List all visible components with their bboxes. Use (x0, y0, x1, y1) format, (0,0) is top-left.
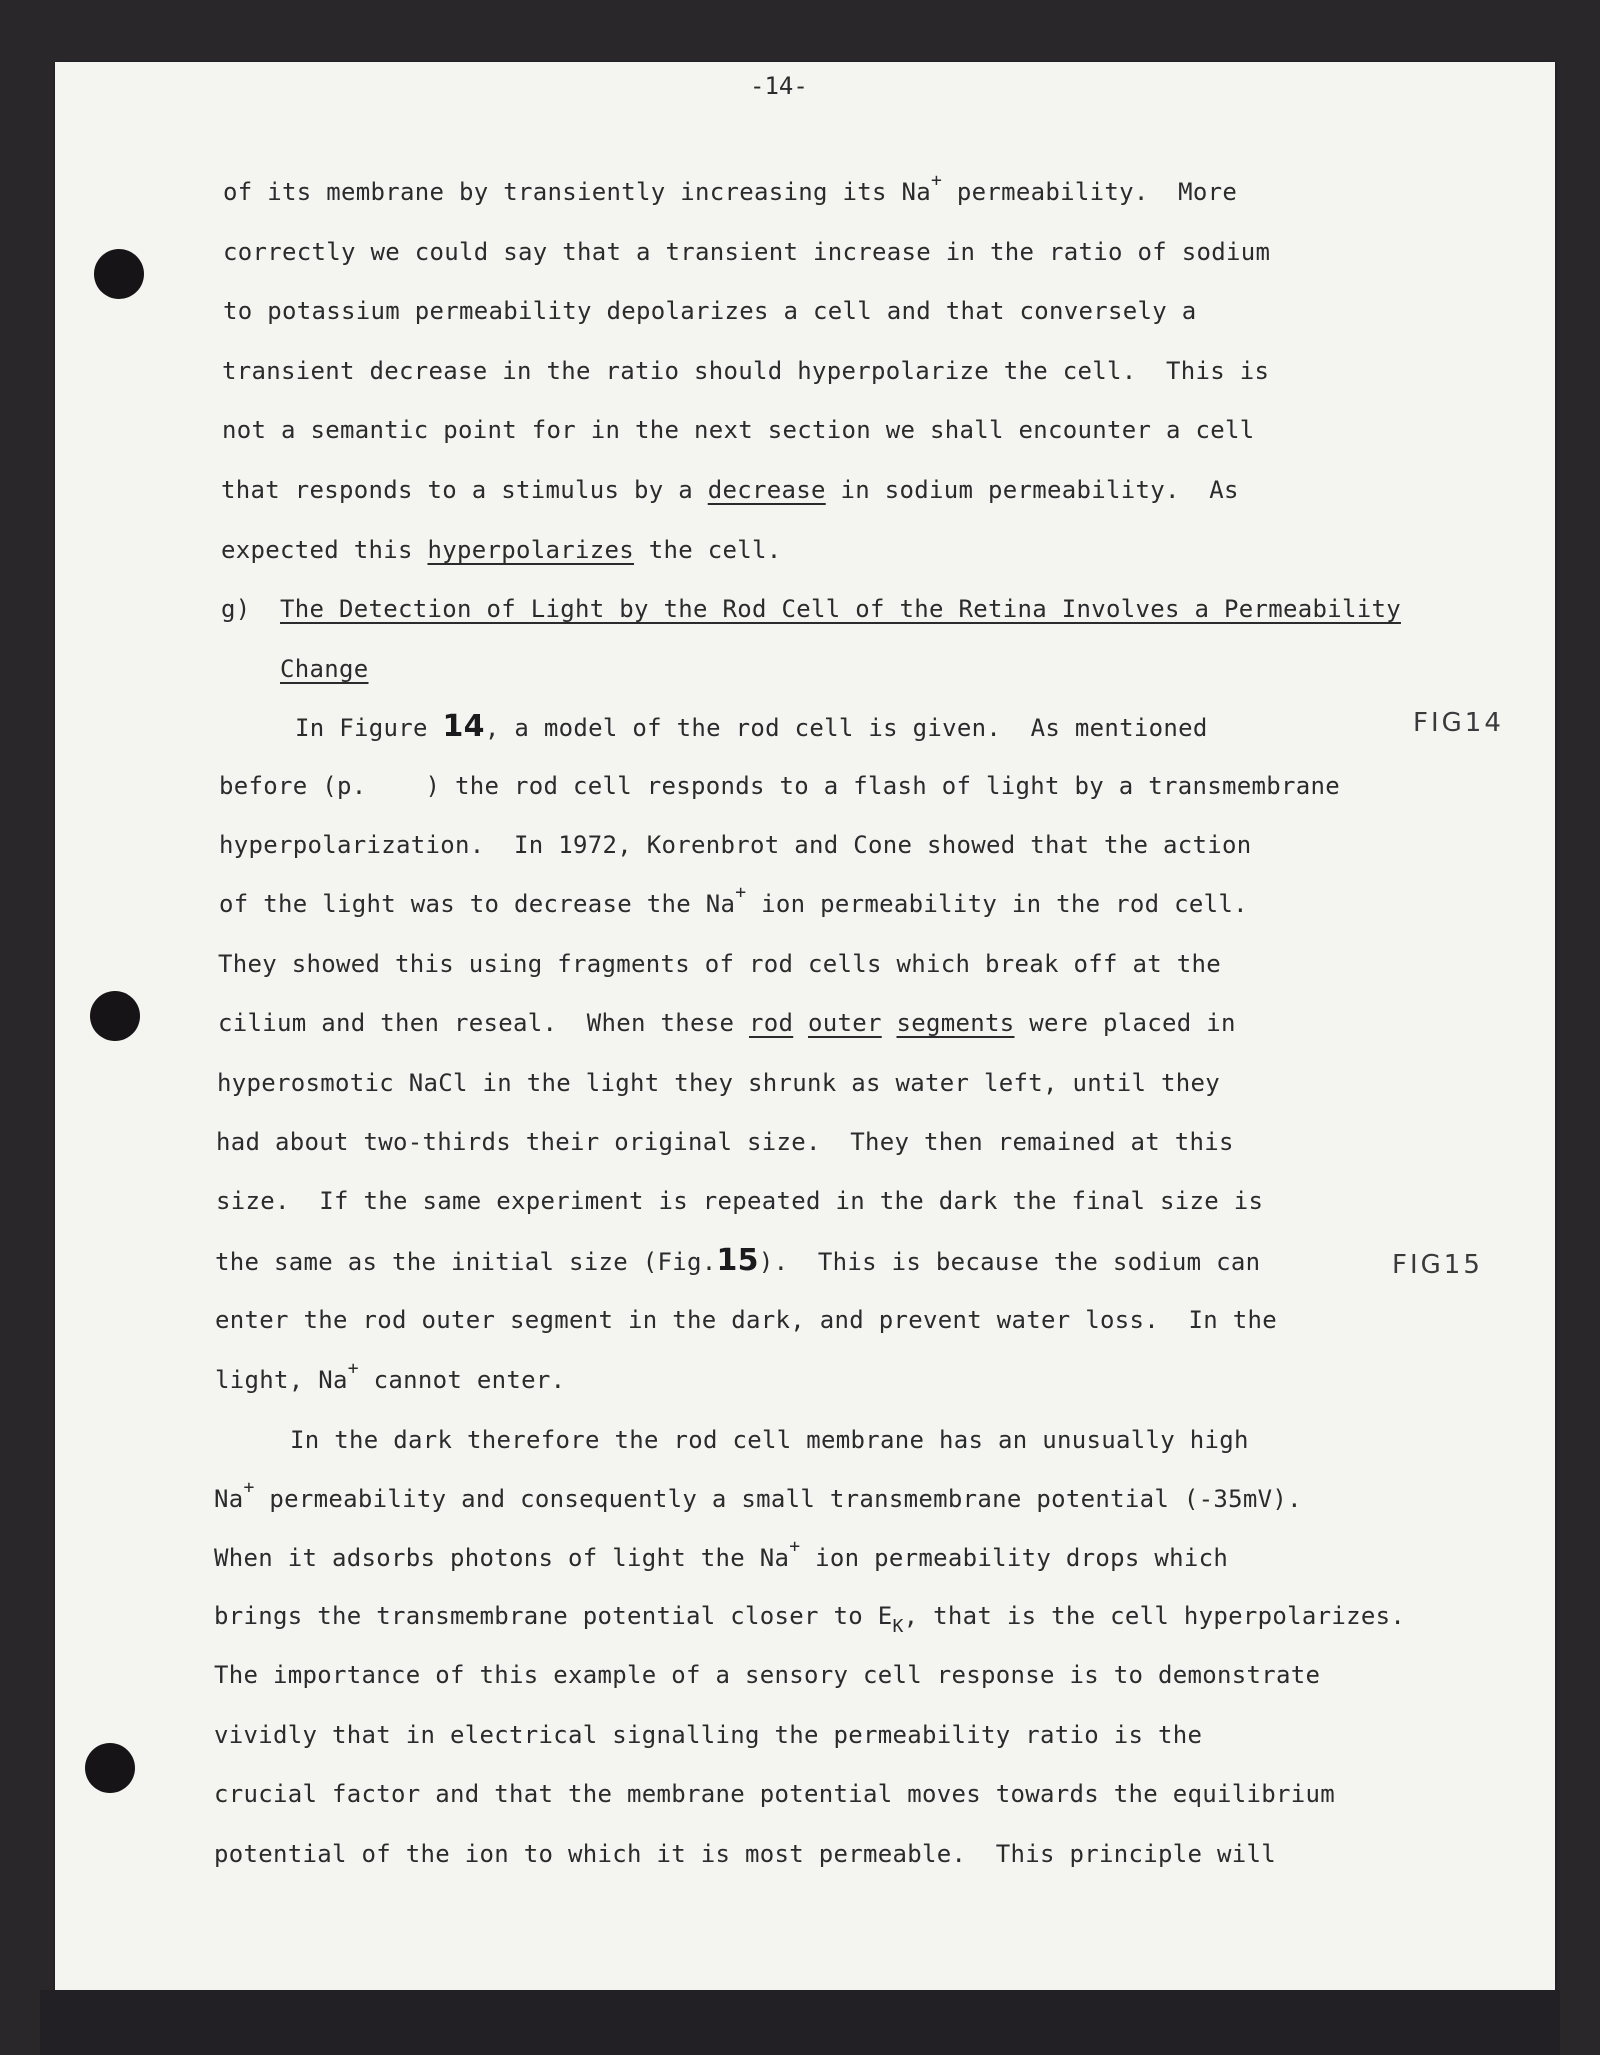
margin-note-fig14: FIG14 (1413, 708, 1504, 738)
text-line: In Figure 14, a model of the rod cell is given. As mentioned (295, 709, 1208, 744)
text-line: of its membrane by transiently increasing its Na+ permeability. More (223, 170, 1238, 206)
text-line: that responds to a stimulus by a decrease in sodium permeability. As (221, 476, 1239, 504)
text-line: Na+ permeability and consequently a small transmembrane potential (-35mV). (214, 1477, 1302, 1513)
punch-hole (90, 991, 140, 1041)
page-number: -14- (750, 72, 808, 100)
text-line: hyperpolarization. In 1972, Korenbrot and Cone showed that the action (219, 831, 1252, 859)
text-line: hyperosmotic NaCl in the light they shrunk as water left, until they (217, 1069, 1220, 1097)
text-line: potential of the ion to which it is most permeable. This principle will (214, 1840, 1276, 1868)
punch-hole (85, 1743, 135, 1793)
text-line: expected this hyperpolarizes the cell. (221, 536, 782, 564)
text-line: of the light was to decrease the Na+ ion permeability in the rod cell. (219, 882, 1248, 918)
handwritten-figure-number: 15 (716, 1243, 759, 1278)
section-marker: g) (221, 595, 251, 623)
scan-background-strip (40, 1990, 1560, 2055)
text-line: before (p. ) the rod cell responds to a flash of light by a transmembrane (219, 772, 1340, 800)
text-line: to potassium permeability depolarizes a cell and that conversely a (223, 297, 1197, 325)
section-heading: The Detection of Light by the Rod Cell of the Retina Involves a Permeability (280, 595, 1401, 623)
text-line: had about two-thirds their original size. They then remained at this (216, 1128, 1234, 1156)
text-line: size. If the same experiment is repeated in the dark the final size is (216, 1187, 1264, 1215)
text-line: brings the transmembrane potential closer to $E_K$, that is the cell hyperpolarizes. (214, 1602, 1406, 1637)
text-line: transient decrease in the ratio should hyperpolarize the cell. This is (222, 357, 1270, 385)
handwritten-figure-number: 14 (442, 709, 485, 744)
section-heading-continued: Change (280, 655, 369, 683)
text-line: correctly we could say that a transient increase in the ratio of sodium (223, 238, 1271, 266)
text-line: not a semantic point for in the next section we shall encounter a cell (222, 416, 1255, 444)
text-line: When it adsorbs photons of light the Na+ ion permeability drops which (214, 1536, 1229, 1572)
text-line: They showed this using fragments of rod cells which break off at the (218, 950, 1221, 978)
text-line: enter the rod outer segment in the dark, and prevent water loss. In the (215, 1306, 1277, 1334)
text-line: light, Na+ cannot enter. (215, 1358, 566, 1394)
text-line: the same as the initial size (Fig.15). This is because the sodium can (215, 1243, 1261, 1278)
text-line: crucial factor and that the membrane potential moves towards the equilibrium (214, 1780, 1335, 1808)
text-line: cilium and then reseal. When these rod outer segments were placed in (218, 1009, 1236, 1037)
text-line: The importance of this example of a sensory cell response is to demonstrate (214, 1661, 1321, 1689)
text-line: vividly that in electrical signalling the permeability ratio is the (214, 1721, 1203, 1749)
text-line: In the dark therefore the rod cell membrane has an unusually high (290, 1426, 1249, 1454)
punch-hole (94, 249, 144, 299)
margin-note-fig15: FIG15 (1392, 1250, 1483, 1280)
